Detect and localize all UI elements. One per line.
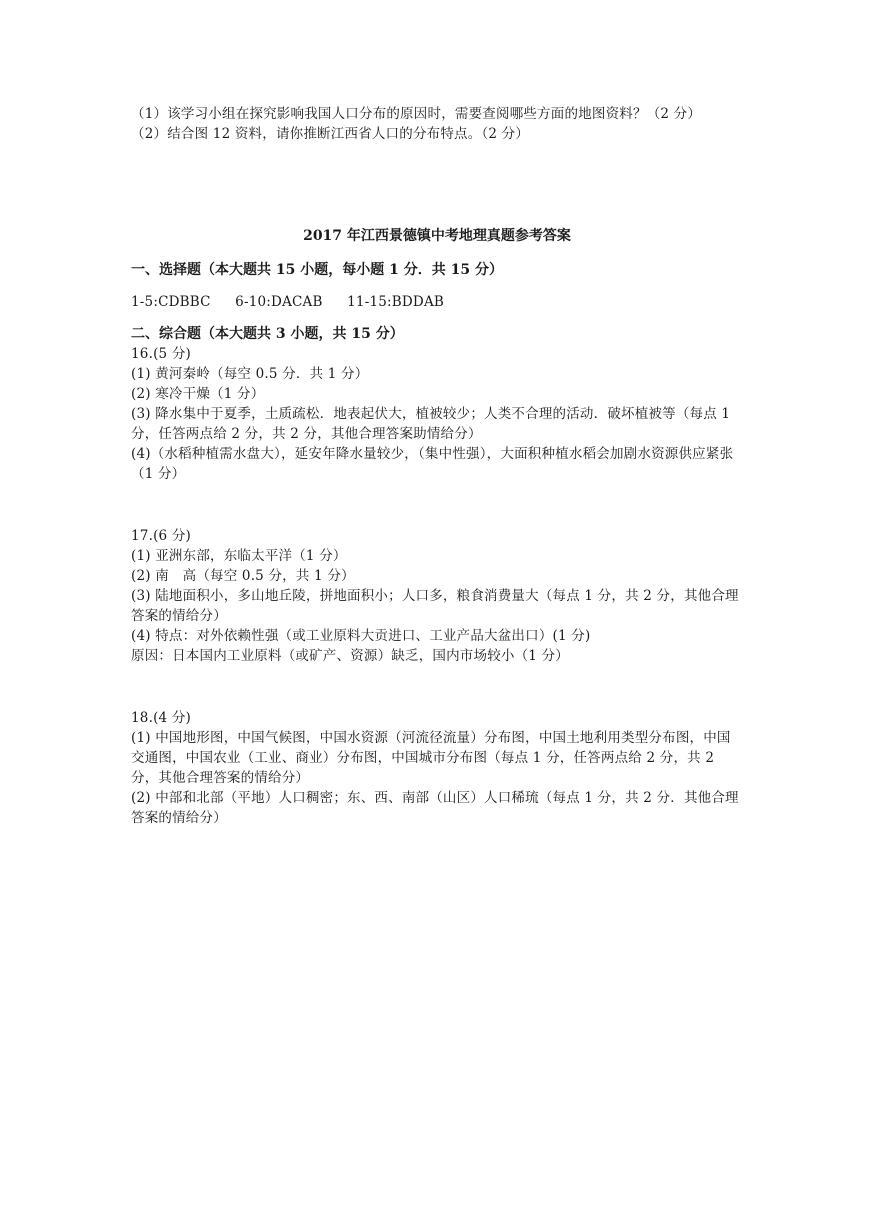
answer-key-title: 2017 年江西景德镇中考地理真题参考答案 — [303, 228, 571, 244]
question-2: （2）结合图 12 资料，请你推断江西省人口的分布特点。（2 分） — [131, 126, 530, 142]
q17-answer-1: (1) 亚洲东部，东临太平洋（1 分） — [131, 548, 347, 564]
mcq-answer-6-10: 6-10:DACAB — [235, 294, 323, 310]
document-page — [131, 104, 743, 828]
q18-header: 18.(4 分) — [131, 710, 191, 726]
q18-answer-2: (2) 中部和北部（平地）人口稠密；东、西、南部（山区）人口稀琉（每点 1 分，共 2 分．其他合理答案的情给分） — [131, 790, 739, 826]
mcq-answer-1-5: 1-5:CDBBC — [131, 294, 211, 310]
question-1: （1）该学习小组在探究影响我国人口分布的原因时，需要查阅哪些方面的地图资料？（2 分） — [131, 106, 702, 122]
mcq-answer-11-15: 11-15:BDDAB — [347, 294, 445, 310]
q16-answer-1: (1) 黄河秦岭（每空 0.5 分．共 1 分） — [131, 366, 369, 382]
q17-answer-2: (2) 南 高（每空 0.5 分，共 1 分） — [131, 568, 355, 584]
section-1-heading: 一、选择题（本大题共 15 小题，每小题 1 分．共 15 分） — [131, 262, 503, 278]
q16-answer-4: (4)（水稻种植需水盘大），延安年降水量较少，（集中性强），大面积种植水稻会加剧水资源供应紧张（1 分） — [131, 446, 734, 482]
q16-answer-3: (3) 降水集中于夏季，土质疏松．地表起伏大，植被较少；人类不合理的活动．破坏植被等（每点 1 分，任答两点给 2 分，共 2 分，其他合理答案助情给分） — [131, 406, 731, 442]
q17-answer-5: 原因：日本国内工业原料（或矿产、资源）缺乏，国内市场较小（1 分） — [131, 648, 569, 664]
q16-header: 16.(5 分) — [131, 346, 191, 362]
q17-answer-3: (3) 陆地面积小，多山地丘陵，拼地面积小；人口多，粮食消费量大（每点 1 分，共 2 分，其他合理答案的情给分） — [131, 588, 739, 624]
mcq-answers — [131, 292, 743, 312]
q18-answer-1: (1) 中国地形图，中国气候图，中国水资源（河流径流量）分布图，中国土地利用类型分布图，中国交通图，中国农业（工业、商业）分布图，中国城市分布图（每点 1 分，任答两点给 2 分，共 2 分，其他合理答案的情给分） — [131, 730, 731, 786]
q17-header: 17.(6 分) — [131, 528, 191, 544]
q17-answer-4: (4) 特点：对外依赖性强（或工业原料大贡进口、工业产品大盆出口）(1 分) — [131, 628, 591, 644]
section-2-heading: 二、综合题（本大题共 3 小题，共 15 分） — [131, 326, 404, 342]
q16-answer-2: (2) 寒冷干燥（1 分） — [131, 386, 265, 402]
